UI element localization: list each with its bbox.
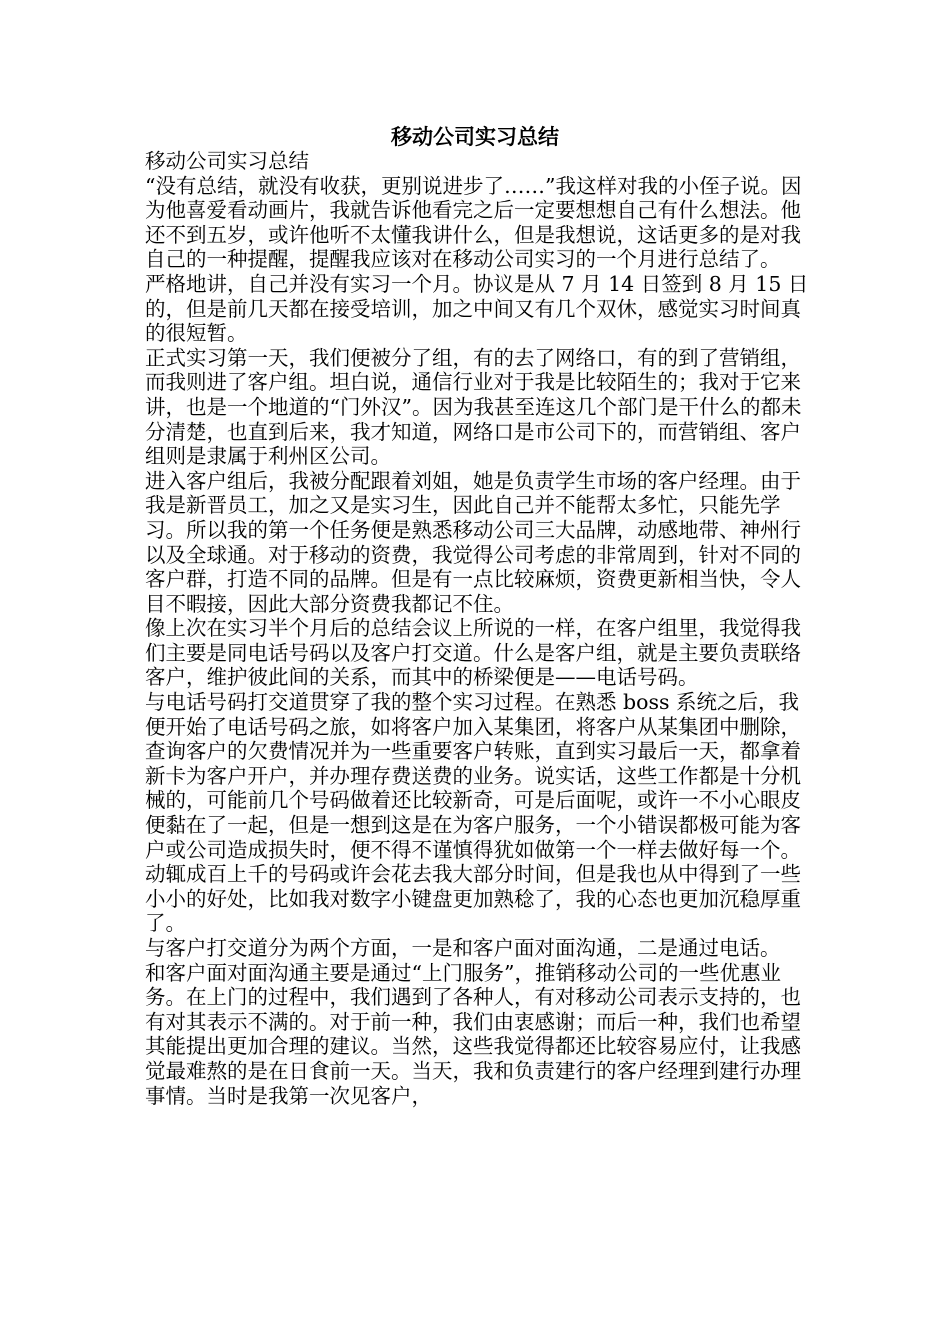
paragraph: 和客户面对面沟通主要是通过“上门服务”，推销移动公司的一些优惠业务。在上门的过程中，我们遇到了各种人，有对移动公司表示支持的，也有对其表示不满的。对于前一种，我们由衷感谢；而后一种，我们也希望其能提出更加合理的建议。当然，这些我觉得都还比较容易应付，让我感觉最难熬的是在日食前一天。当天，我和负责建行的客户经理到建行办理事情。当时是我第一次见客户，	[145, 960, 801, 1108]
paragraph: “没有总结，就没有收获，更别说进步了……”我这样对我的小侄子说。因为他喜爱看动画片，我就告诉他看完之后一定要想想自己有什么想法。他还不到五岁，或许他听不太懂我讲什么，但是我想说，这话更多的是对我自己的一种提醒，提醒我应该对在移动公司实习的一个月进行总结了。	[145, 173, 802, 272]
paragraph: 严格地讲，自己并没有实习一个月。协议是从 7 月 14 日签到 8 月 15 日的，但是前几天都在接受培训，加之中间又有几个双休，感觉实习时间真的很短暂。	[145, 271, 809, 346]
document-body	[145, 149, 813, 1108]
subtitle-paragraph: 移动公司实习总结	[145, 149, 309, 173]
document-title: 移动公司实习总结	[391, 125, 559, 149]
paragraph: 与客户打交道分为两个方面，一是和客户面对面沟通，二是通过电话。	[145, 936, 781, 960]
paragraph: 与电话号码打交道贯穿了我的整个实习过程。在熟悉 boss 系统之后，我便开始了电话号码之旅，如将客户加入某集团，将客户从某集团中删除，查询客户的欠费情况并为一些重要客户转账，直到实习最后一天，都拿着新卡为客户开户，并办理存费送费的业务。说实话，这些工作都是十分机械的，可能前几个号码做着还比较新奇，可是后面呢，或许一不小心眼皮便黏在了一起，但是一想到这是在为客户服务，一个小错误都极可能为客户或公司造成损失时，便不得不谨慎得犹如做第一个一样去做好每一个。动辄成百上千的号码或许会花去我大部分时间，但是我也从中得到了一些小小的好处，比如我对数字小键盘更加熟稔了，我的心态也更加沉稳厚重了。	[145, 690, 801, 936]
paragraph: 正式实习第一天，我们便被分了组，有的去了网络口，有的到了营销组，而我则进了客户组。坦白说，通信行业对于我是比较陌生的；我对于它来讲，也是一个地道的“门外汉”。因为我甚至连这几个部门是干什么的都未分清楚，也直到后来，我才知道，网络口是市公司下的，而营销组、客户组则是隶属于利州区公司。	[145, 345, 802, 469]
paragraph: 像上次在实习半个月后的总结会议上所说的一样，在客户组里，我觉得我们主要是同电话号码以及客户打交道。什么是客户组，就是主要负责联络客户，维护彼此间的关系，而其中的桥梁便是——电话号码。	[145, 616, 801, 690]
paragraph: 进入客户组后，我被分配跟着刘姐，她是负责学生市场的客户经理。由于我是新晋员工，加之又是实习生，因此自己并不能帮太多忙，只能先学习。所以我的第一个任务便是熟悉移动公司三大品牌，动感地带、神州行以及全球通。对于移动的资费，我觉得公司考虑的非常周到，针对不同的客户群，打造不同的品牌。但是有一点比较麻烦，资费更新相当快，令人目不暇接，因此大部分资费我都记不住。	[145, 468, 801, 616]
